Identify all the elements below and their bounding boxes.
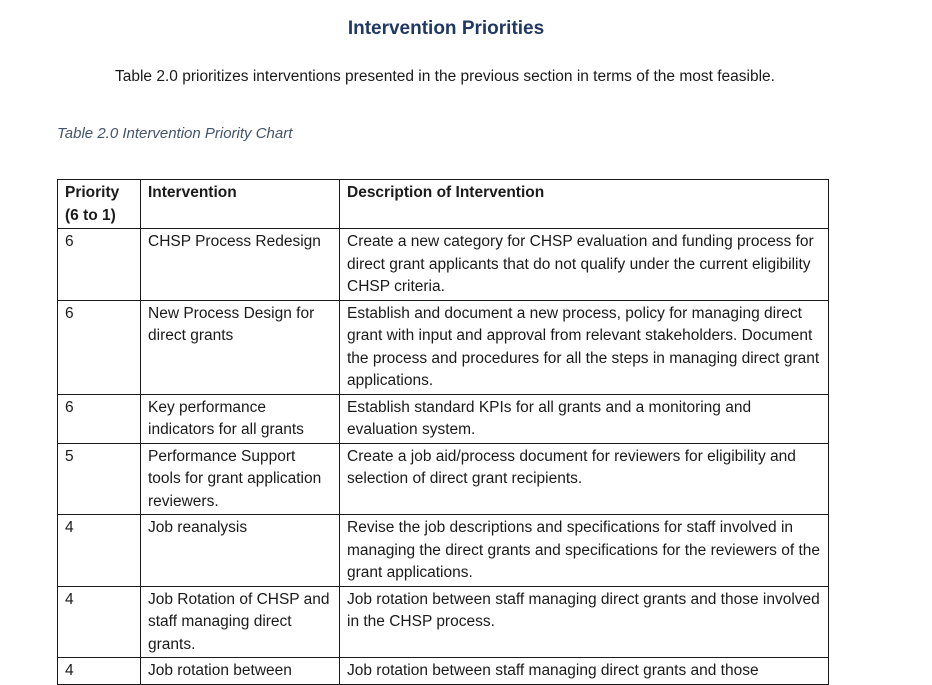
priority-cell: 6 [58,300,141,394]
intervention-cell: Performance Support tools for grant application reviewers. [141,443,340,515]
table-caption: Table 2.0 Intervention Priority Chart [57,125,293,142]
table-row [58,515,829,587]
table-row [58,443,829,515]
intervention-cell: Job rotation between [141,658,340,685]
header-description: Description of Intervention [340,180,829,229]
description-cell: Establish and document a new process, policy for managing direct grant with input and approval from relevant stakeholders. Document the process and procedures for all the steps in managing direct grant applications. [340,300,829,394]
priority-cell: 4 [58,658,141,685]
priority-cell: 4 [58,586,141,658]
table-row [58,394,829,443]
description-cell: Create a new category for CHSP evaluation and funding process for direct grant applicants that do not qualify under the current eligibility CHSP criteria. [340,229,829,301]
description-cell: Revise the job descriptions and specifications for staff involved in managing the direct grants and specifications for the reviewers of the grant applications. [340,515,829,587]
intervention-cell: Job reanalysis [141,515,340,587]
table-row [58,300,829,394]
intervention-cell: Key performance indicators for all grants [141,394,340,443]
intervention-priority-table [57,179,829,685]
description-cell: Create a job aid/process document for reviewers for eligibility and selection of direct grant recipients. [340,443,829,515]
priority-cell: 6 [58,229,141,301]
intervention-cell: Job Rotation of CHSP and staff managing direct grants. [141,586,340,658]
priority-cell: 4 [58,515,141,587]
priority-cell: 5 [58,443,141,515]
header-intervention: Intervention [141,180,340,229]
table-row [58,229,829,301]
section-heading: Intervention Priorities [347,18,545,39]
table-header-row [58,180,829,229]
description-cell: Job rotation between staff managing direct grants and those [340,658,829,685]
intervention-cell: New Process Design for direct grants [141,300,340,394]
intervention-cell: CHSP Process Redesign [141,229,340,301]
table-row [58,586,829,658]
description-cell: Job rotation between staff managing direct grants and those involved in the CHSP process. [340,586,829,658]
intro-paragraph: Table 2.0 prioritizes interventions presented in the previous section in terms of the most feasible. [115,68,775,85]
header-priority: Priority (6 to 1) [58,180,141,229]
priority-cell: 6 [58,394,141,443]
description-cell: Establish standard KPIs for all grants and a monitoring and evaluation system. [340,394,829,443]
table-row [58,658,829,685]
